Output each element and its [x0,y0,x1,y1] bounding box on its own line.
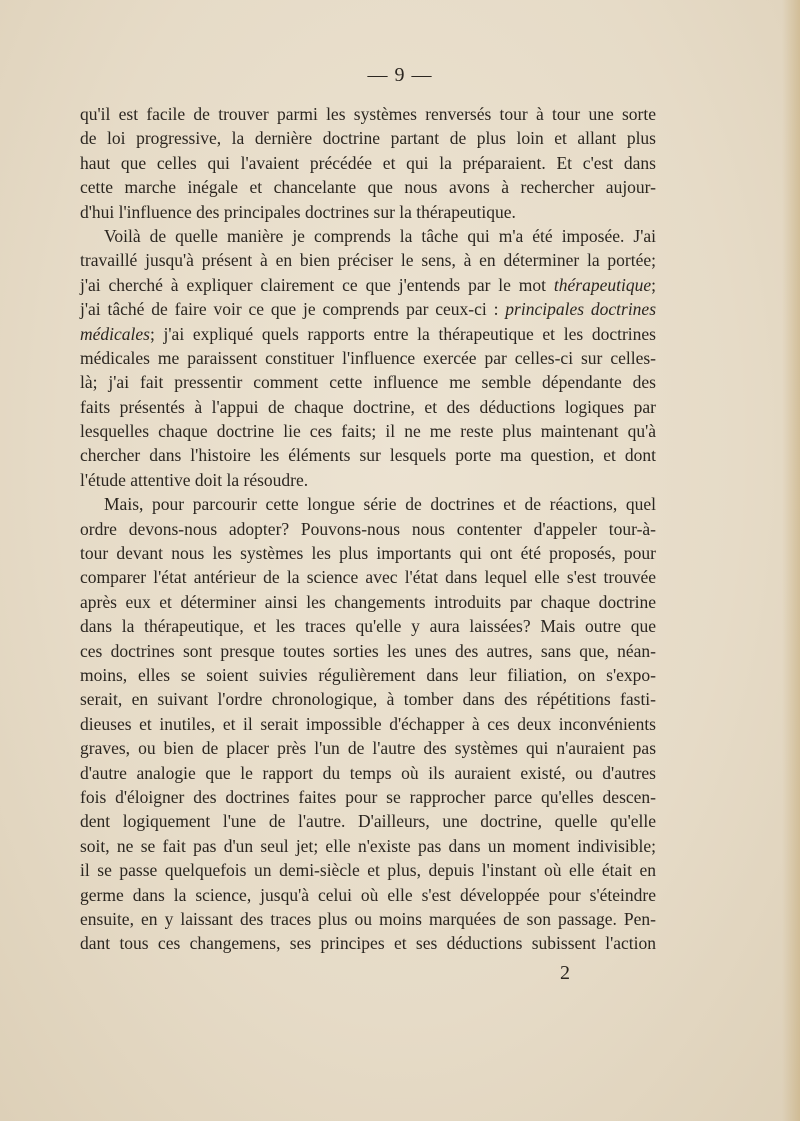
text-line [80,224,656,248]
text-segment: ensuite, en y laissant des traces plus ou moins marquées de son passage. Pen- [80,908,656,929]
page-number: — 9 — [367,64,433,86]
text-line [80,590,656,614]
text-segment: j'ai cherché à expliquer clairement ce que j'entends par le mot [80,274,554,295]
text-segment: dieuses et inutiles, et il serait impossible d'échapper à ces deux inconvénients [80,713,656,734]
text-line [80,809,656,833]
text-line [80,273,656,297]
italic-term: médicales [80,323,150,344]
text-line [80,639,656,663]
text-line [80,907,656,931]
text-segment: ordre devons-nous adopter? Pouvons-nous nous contenter d'appeler tour-à- [80,518,656,539]
text-segment: qu'il est facile de trouver parmi les systèmes renversés tour à tour une sorte [80,104,656,124]
text-line [80,712,656,736]
text-segment: Voilà de quelle manière je comprends la tâche qui m'a été imposée. J'ai [104,225,656,246]
text-line [80,834,656,858]
text-segment: d'hui l'influence des principales doctrines sur la thérapeutique. [80,201,516,222]
text-line [80,443,656,467]
text-segment: fois d'éloigner des doctrines faites pour se rapprocher parce qu'elles descen- [80,786,656,807]
text-segment: soit, ne se fait pas d'un seul jet; elle n'existe pas dans un moment indivisible; [80,835,656,856]
text-line [80,785,656,809]
text-line [80,346,656,370]
text-line [80,663,656,687]
text-line [80,761,656,785]
page-edge-stain [782,0,800,1121]
text-segment: tour devant nous les systèmes les plus importants qui ont été proposés, pour [80,543,656,564]
text-segment: chercher dans l'histoire les éléments sur lesquels porte ma question, et dont [80,445,656,466]
text-line [80,931,656,955]
signature-mark: 2 [560,962,570,984]
text-line [80,565,656,589]
text-line [80,370,656,394]
text-segment: faits présentés à l'appui de chaque doctrine, et des déductions logiques par [80,396,656,417]
text-segment: cette marche inégale et chancelante que nous avons à rechercher aujour- [80,177,656,198]
italic-term: principales doctrines [505,299,657,320]
text-segment: j'ai tâché de faire voir ce que je comprends par ceux-ci : [80,299,506,320]
text-line [80,419,656,443]
text-segment: Mais, pour parcourir cette longue série de doctrines et de réactions, quel [104,494,656,515]
text-line [80,102,656,126]
text-line [80,468,656,492]
text-segment: comparer l'état antérieur de la science avec l'état dans lequel elle s'est trouvée [80,567,656,588]
text-segment: ; [651,274,656,295]
body-text [80,102,656,956]
text-segment: graves, ou bien de placer près l'un de l'autre des systèmes qui n'auraient pas [80,738,656,759]
text-line [80,126,656,150]
italic-term: thérapeutique [553,274,652,295]
text-segment: l'étude attentive doit la résoudre. [80,469,309,490]
text-segment: travaillé jusqu'à présent à en bien préciser le sens, à en déterminer la portée; [80,250,656,271]
text-segment: il se passe quelquefois un demi-siècle et plus, depuis l'instant où elle était en [80,860,656,881]
text-segment: ces doctrines sont presque toutes sorties les unes des autres, sans que, néan- [80,640,656,661]
text-segment: lesquelles chaque doctrine lie ces faits; il ne me reste plus maintenant qu'à [80,421,656,442]
text-segment: dans la thérapeutique, et les traces qu'elle y aura laissées? Mais outre que [80,616,656,637]
text-line [80,541,656,565]
text-line [80,517,656,541]
text-line [80,200,656,224]
text-segment: dent logiquement l'une de l'autre. D'ailleurs, une doctrine, quelle qu'elle [80,811,656,832]
text-line [80,322,656,346]
text-segment: après eux et déterminer ainsi les changements introduits par chaque doctrine [80,591,656,612]
text-line [80,687,656,711]
text-line [80,248,656,272]
text-segment: germe dans la science, jusqu'à celui où elle s'est développée pour s'éteindre [80,884,656,905]
text-line [80,492,656,516]
text-segment: médicales me paraissent constituer l'influence exercée par celles-ci sur celles- [80,347,656,368]
text-line [80,858,656,882]
text-line [80,614,656,638]
text-line [80,175,656,199]
text-line [80,297,656,321]
text-segment: là; j'ai fait pressentir comment cette influence me semble dépendante des [80,372,656,393]
text-segment: ; j'ai expliqué quels rapports entre la thérapeutique et les doctrines [149,323,656,344]
text-segment: d'autre analogie que le rapport du temps où ils auraient existé, ou d'autres [80,762,656,783]
text-segment: serait, en suivant l'ordre chronologique, à tomber dans des répétitions fasti- [80,689,656,710]
text-line [80,151,656,175]
text-segment: dant tous ces changemens, ses principes et ses déductions subissent l'action [80,933,656,954]
text-line [80,736,656,760]
text-segment: haut que celles qui l'avaient précédée et qui la préparaient. Et c'est dans [80,152,656,173]
text-segment: de loi progressive, la dernière doctrine partant de plus loin et allant plus [80,128,656,149]
text-line [80,395,656,419]
text-segment: moins, elles se soient suivies régulièrement dans leur filiation, on s'expo- [80,664,656,685]
text-line [80,883,656,907]
